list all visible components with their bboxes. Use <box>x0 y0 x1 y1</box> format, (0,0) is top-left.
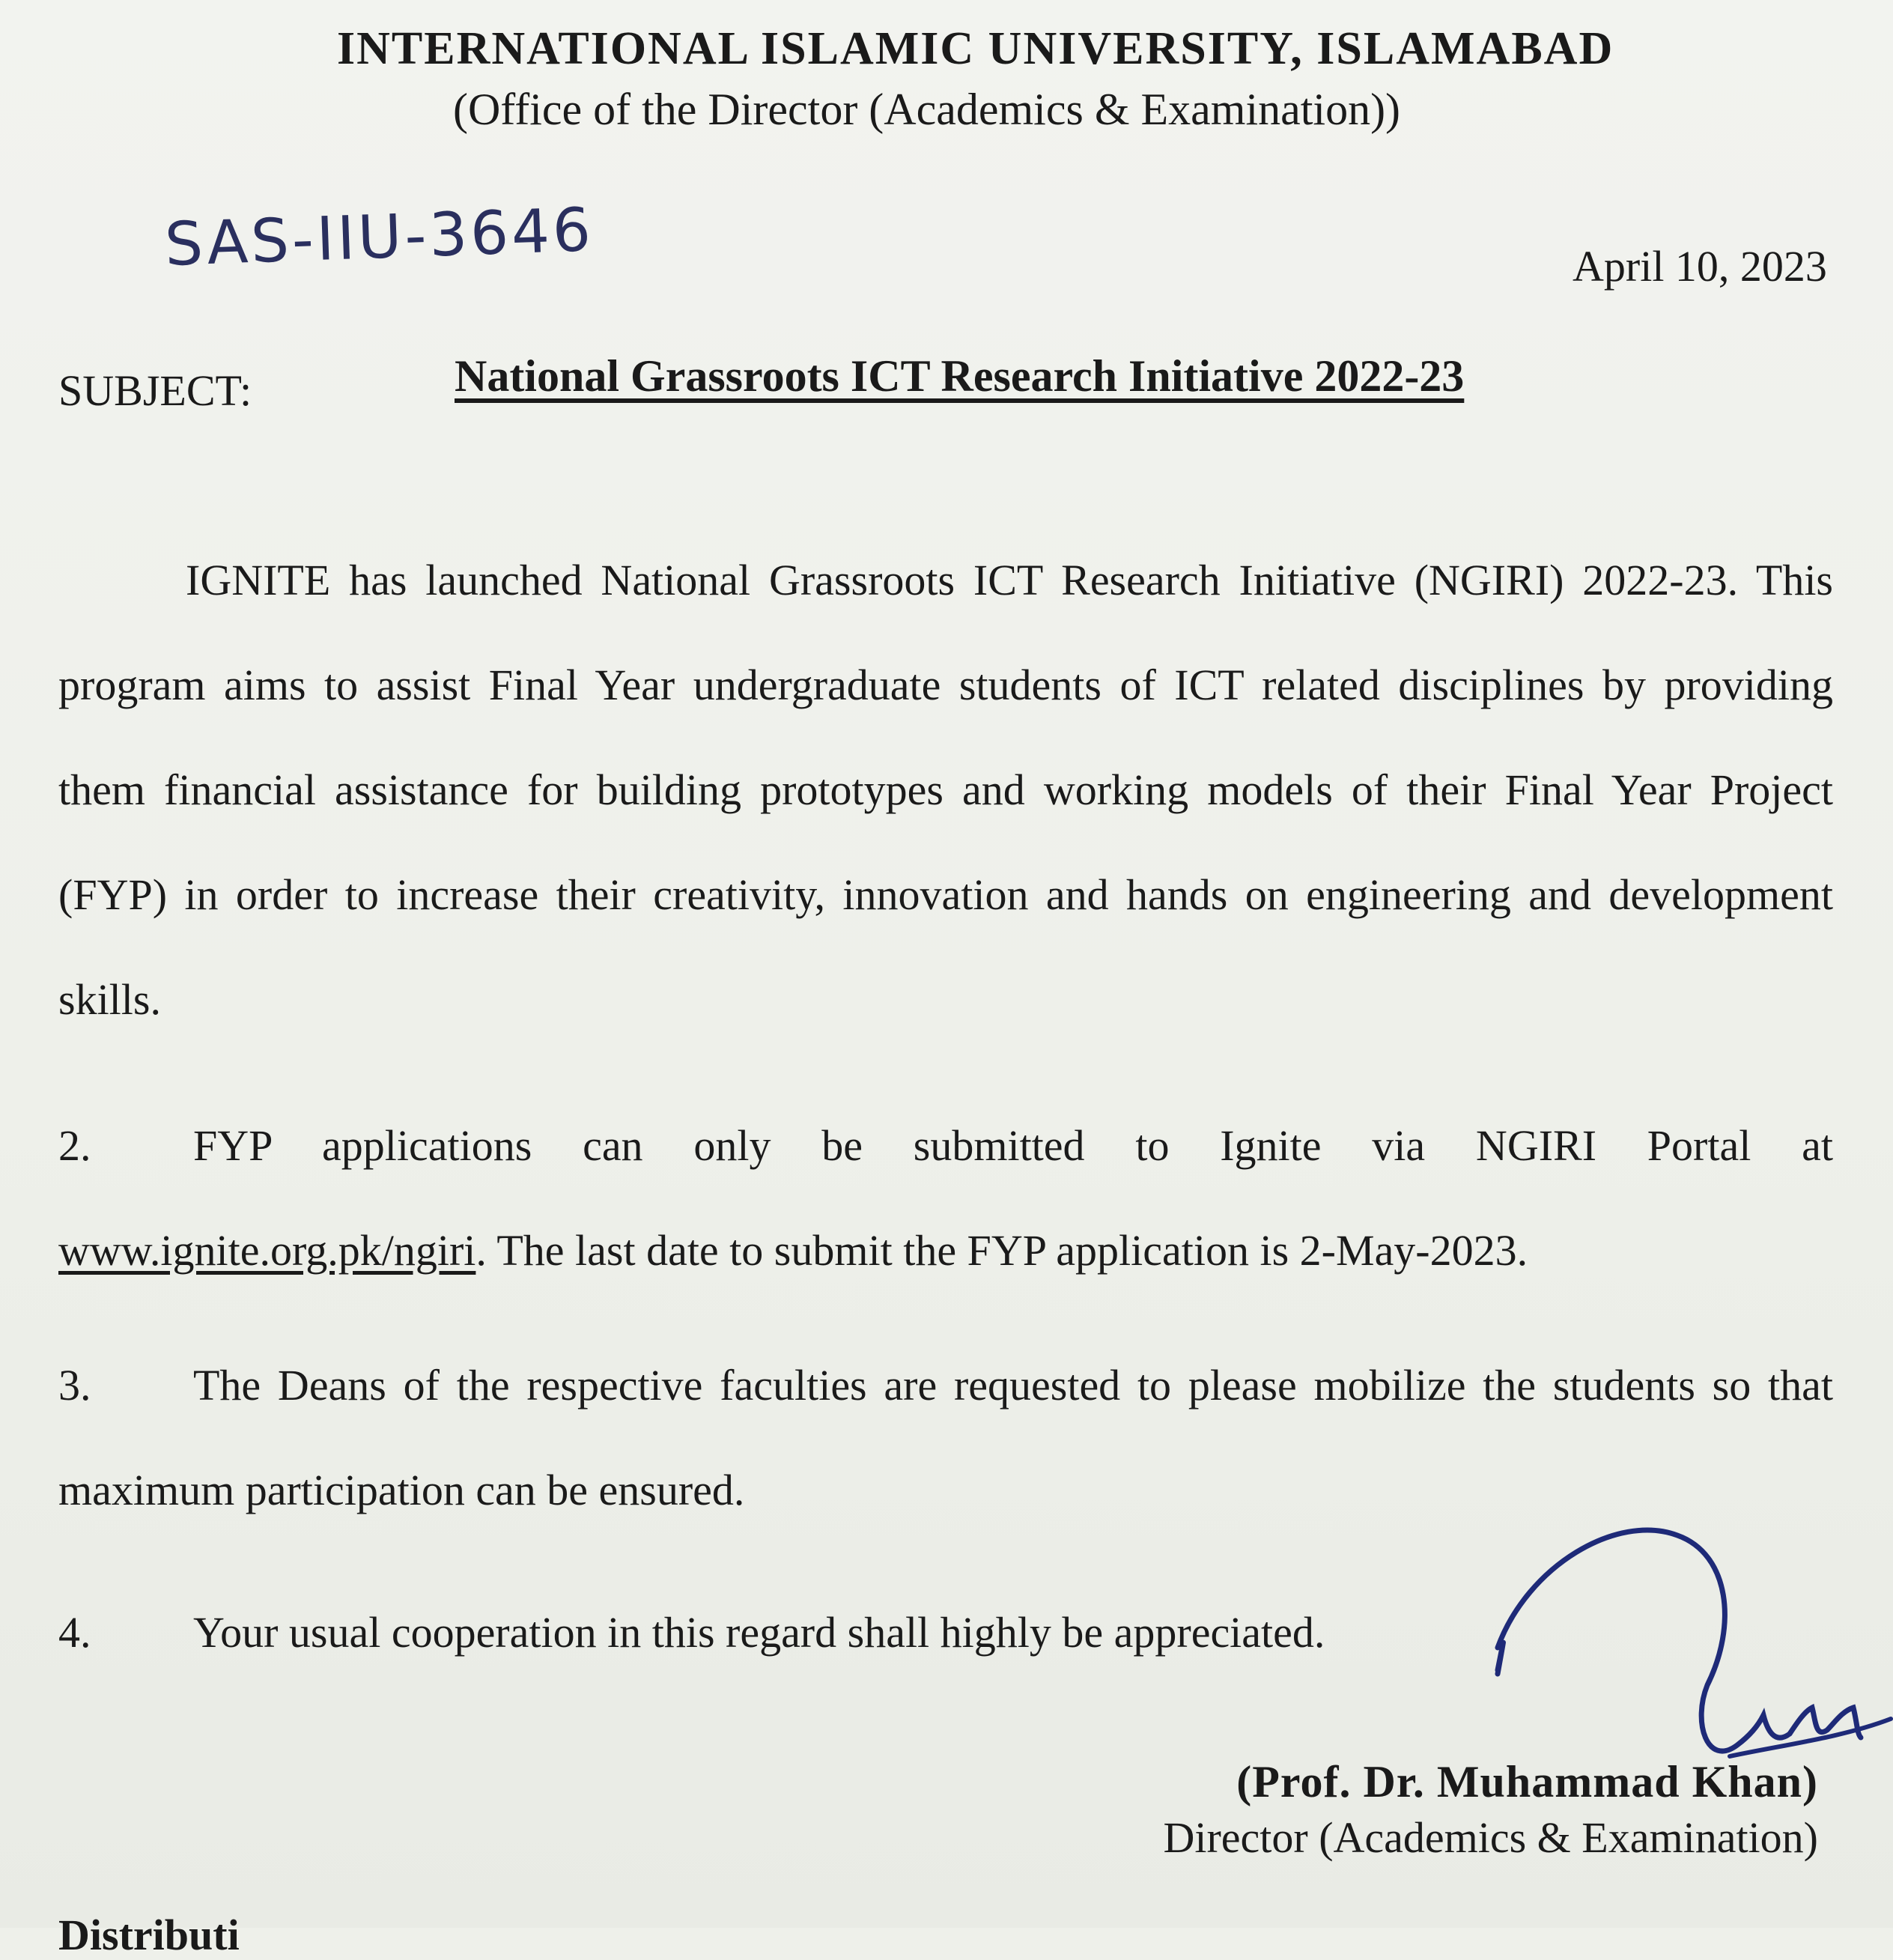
paragraph-4-number: 4. <box>58 1608 91 1657</box>
handwritten-reference-number: SAS-IIU-3646 <box>163 195 595 279</box>
paragraph-4-text: Your usual cooperation in this regard shall highly be appreciated. <box>193 1608 1325 1657</box>
paragraph-3 <box>58 1333 1833 1543</box>
paragraph-3-number: 3. <box>58 1361 91 1410</box>
signatory-designation: Director (Academics & Examination) <box>1163 1813 1818 1862</box>
paragraph-3-text: The Deans of the respective faculties are requested to please mobilize the students so that maximum participation can be ensured. <box>58 1361 1833 1514</box>
subject-title: National Grassroots ICT Research Initiative 2022-23 <box>455 351 1465 401</box>
paragraph-2-number: 2. <box>58 1121 91 1170</box>
distribution-heading: Distributi <box>58 1911 240 1959</box>
handwritten-signature <box>1483 1520 1893 1768</box>
paragraph-1: IGNITE has launched National Grassroots ICT Research Initiative (NGIRI) 2022-23. This program aims to assist Final Year undergraduate students of ICT related disciplines by providing them financial assistance for building prototypes and working models of their Final Year Project (FYP) in order to increase their creativity, innovation and hands on engineering and development skills. <box>58 556 1833 1024</box>
university-heading: INTERNATIONAL ISLAMIC UNIVERSITY, ISLAMABAD <box>337 23 1614 74</box>
office-subheading: (Office of the Director (Academics & Examination)) <box>453 85 1401 134</box>
paragraph-2-deadline: . The last date to submit the FYP application is 2-May-2023. <box>475 1226 1528 1275</box>
letter-date: April 10, 2023 <box>1573 242 1827 291</box>
paragraph-2 <box>58 1093 1833 1303</box>
signatory-name: (Prof. Dr. Muhammad Khan) <box>1236 1757 1818 1806</box>
ngiri-portal-link[interactable]: www.ignite.org.pk/ngiri <box>58 1226 476 1275</box>
subject-label: SUBJECT: <box>58 366 252 415</box>
paragraph-2-text: FYP applications can only be submitted to Ignite via NGIRI Portal at <box>193 1121 1833 1170</box>
